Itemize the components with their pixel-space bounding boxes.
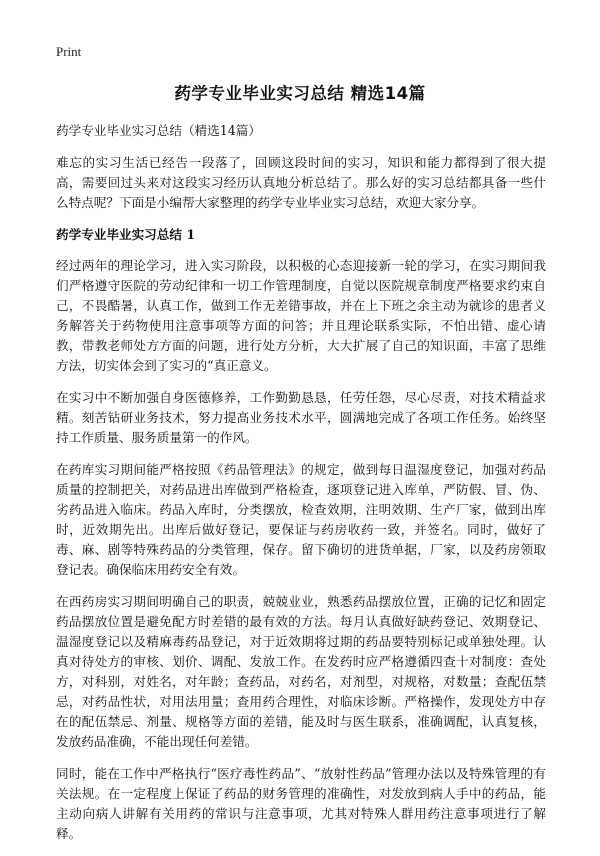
intro-paragraph: 难忘的实习生活已经告一段落了，回顾这段时间的实习，知识和能力都得到了很大提高，需要回过头来对这段实习经历认真地分析总结了。那么好的实习总结都具备一些什么特点呢？下面是小编帮大家整理的药学专业毕业实习总结，欢迎大家分享。 bbox=[56, 155, 546, 210]
body-paragraph: 同时，能在工作中严格执行“医疗毒性药品”、“放射性药品”管理办法以及特殊管理的有关法规。在一定程度上保证了药品的财务管理的准确性，对发放到病人手中的药品，能主动向病人讲解有关用药的常识与注意事项，尤其对特殊人群用药注意事项进行了解释。 bbox=[56, 766, 546, 841]
page-title: 药学专业毕业实习总结 精选14篇 bbox=[174, 84, 426, 103]
body-paragraph: 经过两年的理论学习，进入实习阶段，以积极的心态迎接新一轮的学习，在实习期间我们严格遵守医院的劳动纪律和一切工作管理制度，自觉以医院规章制度严格要求约束自己，不畏酷暑，认真工作，做到工作无差错事故，并在上下班之余主动为就诊的患者义务解答关于药物使用注意事项等方面的问答；并且理论联系实际，不怕出错、虚心请教，带教老师处方方面的问题，进行处方分析，大大扩展了自己的知识面，丰富了思维方法，切实体会到了实习的“真正意义。 bbox=[56, 258, 546, 373]
section-heading: 药学专业毕业实习总结 1 bbox=[56, 227, 196, 242]
print-link[interactable]: Print bbox=[56, 44, 82, 59]
article-body bbox=[56, 121, 546, 856]
subtitle: 药学专业毕业实习总结（精选14篇） bbox=[56, 123, 261, 138]
body-paragraph: 在实习中不断加强自身医德修养，工作勤勤恳恳，任劳任怨，尽心尽责，对技术精益求精。刻苦钻研业务技术，努力提高业务技术水平，圆满地完成了各项工作任务。始终坚持工作质量、服务质量第一的作风。 bbox=[56, 390, 546, 445]
body-paragraph: 在西药房实习期间明确自己的职责，兢兢业业，熟悉药品摆放位置，正确的记忆和固定药品摆放位置是避免配方时差错的最有效的方法。每月认真做好缺药登记、效期登记、温湿度登记以及精麻毒药品登记，对于近效期将过期的药品要特别标记或单独处理。认真对待处方的审核、划价、调配、发放工作。在发药时应严格遵循四查十对制度：查处方，对科别，对姓名，对年龄；查药品，对药名，对剂型，对规格，对数量；查配伍禁忌，对药品性状，对用法用量；查用药合理性，对临床诊断。严格操作，发现处方中存在的配伍禁忌、剂量、规格等方面的差错，能及时与医生联系，准确调配，认真复核，发放药品准确，不能出现任何差错。 bbox=[56, 594, 546, 749]
body-paragraph: 在药库实习期间能严格按照《药品管理法》的规定，做到每日温湿度登记，加强对药品质量的控制把关，对药品进出库做到严格检查，逐项登记进入库单，严防假、冒、伪、劣药品进入临床。药品入库时，分类摆放，检查效期，注明效期、生产厂家，做到出库时，近效期先出。出库后做好登记，要保证与药房收药一致，并签名。同时，做好了毒、麻、剧等特殊药品的分类管理，保存。留下确切的进货单据，厂家，以及药房领取登记表。确保临床用药安全有效。 bbox=[56, 462, 546, 577]
